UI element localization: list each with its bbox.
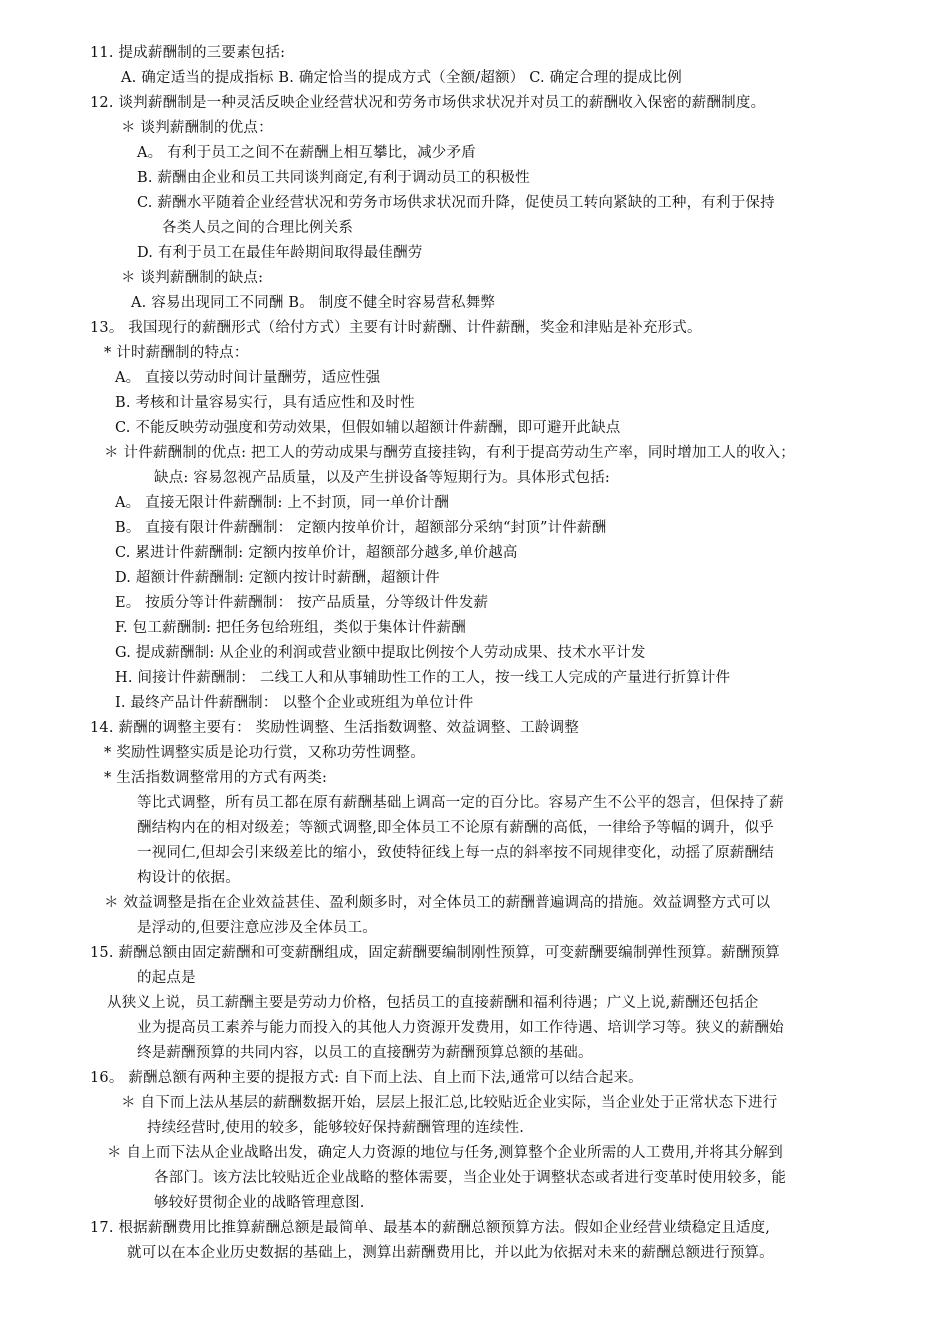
item-12-advantage-b: B. 薪酬由企业和员工共同谈判商定,有利于调动员工的积极性 (137, 170, 530, 186)
item-12-advantage-c: C. 薪酬水平随着企业经营状况和劳务市场供求状况而升降，促使员工转向紧缺的工种，有利于保持 (137, 195, 775, 211)
item-14-living-index-p1: 等比式调整，所有员工都在原有薪酬基础上调高一定的百分比。容易产生不公平的怨言，但保持了薪 (137, 795, 784, 811)
item-14-heading: 14. 薪酬的调整主要有： 奖励性调整、生活指数调整、效益调整、工龄调整 (90, 720, 579, 736)
item-13-piece-form-g: G. 提成薪酬制: 从企业的利润或营业额中提取比例按个人劳动成果、技术水平计发 (115, 645, 646, 661)
item-13-piece-form-e: E。 按质分等计件薪酬制： 按产品质量，分等级计件发薪 (115, 595, 489, 611)
item-16-top-down-cont-2: 够较好贯彻企业的战略管理意图. (154, 1195, 365, 1211)
item-14-benefit-adjustment-cont: 是浮动的,但要注意应涉及全体员工。 (137, 920, 378, 936)
item-14-living-index-p3: 一视同仁,但却会引来级差比的缩小，致使特征线上每一点的斜率按不同规律变化，动摇了原薪酬结 (137, 845, 774, 861)
item-13-piece-form-c: C. 累进计件薪酬制: 定额内按单价计，超额部分越多,单价越高 (115, 545, 518, 561)
item-13-piece-form-a: A。 直接无限计件薪酬制: 上不封顶，同一单价计酬 (115, 495, 450, 511)
item-13-piece-form-i: I. 最终产品计件薪酬制： 以整个企业或班组为单位计件 (115, 695, 474, 711)
item-15-p1: 从狭义上说，员工薪酬主要是劳动力价格，包括员工的直接薪酬和福利待遇；广义上说,薪酬还包括企 (107, 995, 759, 1011)
item-12-disadvantages-heading: ＊ 谈判薪酬制的缺点: (121, 270, 264, 286)
item-16-bottom-up: ＊ 自下而上法从基层的薪酬数据开始，层层上报汇总,比较贴近企业实际，当企业处于正常状态下进行 (121, 1095, 778, 1111)
item-12-advantage-d: D. 有利于员工在最佳年龄期间取得最佳酬劳 (137, 245, 423, 261)
item-15-heading-cont: 的起点是 (137, 970, 196, 986)
item-13-time-pay-b: B. 考核和计量容易实行，具有适应性和及时性 (115, 395, 415, 411)
item-17-heading: 17. 根据薪酬费用比推算薪酬总额是最简单、最基本的薪酬总额预算方法。假如企业经营业绩稳定且适度, (90, 1220, 771, 1236)
item-13-piece-form-b: B。 直接有限计件薪酬制： 定额内按单价计，超额部分采纳“封顶”计件薪酬 (115, 520, 607, 536)
item-16-heading: 16。 薪酬总额有两种主要的提报方式: 自下而上法、自上而下法,通常可以结合起来。 (90, 1070, 643, 1086)
item-11-heading: 11. 提成薪酬制的三要素包括: (90, 45, 286, 61)
item-17-cont: 就可以在本企业历史数据的基础上，测算出薪酬费用比，并以此为依据对未来的薪酬总额进行预算。 (127, 1245, 774, 1261)
item-13-piece-pay-disadvantages: 缺点: 容易忽视产品质量，以及产生拼设备等短期行为。具体形式包括: (154, 470, 610, 486)
item-13-piece-form-d: D. 超额计件薪酬制: 定额内按计时薪酬，超额计件 (115, 570, 440, 586)
item-13-piece-form-f: F. 包工薪酬制: 把任务包给班组，类似于集体计件薪酬 (115, 620, 466, 636)
item-16-bottom-up-cont: 持续经营时,使用的较多，能够较好保持薪酬管理的连续性. (147, 1120, 525, 1136)
item-12-advantages-heading: ＊ 谈判薪酬制的优点： (121, 120, 273, 136)
item-14-living-index-heading: * 生活指数调整常用的方式有两类: (104, 770, 328, 786)
item-13-piece-pay-advantages: ＊ 计件薪酬制的优点: 把工人的劳动成果与酬劳直接挂钩，有利于提高劳动生产率，同时增加工人的收入； (104, 445, 795, 461)
item-13-piece-form-h: H. 间接计件薪酬制： 二线工人和从事辅助性工作的工人，按一线工人完成的产量进行折算计件 (115, 670, 731, 686)
item-11-options: A. 确定适当的提成指标 B. 确定恰当的提成方式（全额/超额） C. 确定合理的提成比例 (121, 70, 682, 86)
item-16-top-down-cont: 各部门。该方法比较贴近企业战略的整体需要，当企业处于调整状态或者进行变革时使用较多，能 (154, 1170, 787, 1186)
item-16-top-down: ＊ 自上而下法从企业战略出发，确定人力资源的地位与任务,测算整个企业所需的人工费用,并将其分解到 (107, 1145, 783, 1161)
item-12-advantage-a: A。 有利于员工之间不在薪酬上相互攀比，减少矛盾 (137, 145, 476, 161)
item-14-benefit-adjustment: ＊ 效益调整是指在企业效益甚佳、盈利颇多时，对全体员工的薪酬普遍调高的措施。效益调整方式可以 (104, 895, 771, 911)
item-15-heading: 15. 薪酬总额由固定薪酬和可变薪酬组成，固定薪酬要编制刚性预算，可变薪酬要编制弹性预算。薪酬预算 (90, 945, 780, 961)
item-13-time-pay-heading: * 计时薪酬制的特点： (104, 345, 249, 361)
item-13-heading: 13。 我国现行的薪酬形式（给付方式）主要有计时薪酬、计件薪酬，奖金和津贴是补充形式。 (90, 320, 702, 336)
item-12-disadvantages: A. 容易出现同工不同酬 B。 制度不健全时容易营私舞弊 (131, 295, 496, 311)
item-12-heading: 12. 谈判薪酬制是一种灵活反映企业经营状况和劳务市场供求状况并对员工的薪酬收入保密的薪酬制度。 (90, 95, 766, 111)
item-15-p2: 业为提高员工素养与能力而投入的其他人力资源开发费用，如工作待遇、培训学习等。狭义的薪酬始 (137, 1020, 784, 1036)
item-14-living-index-p2: 酬结构内在的相对级差；等额式调整,即全体员工不论原有薪酬的高低，一律给予等幅的调升，似乎 (137, 820, 774, 836)
item-13-time-pay-a: A。 直接以劳动时间计量酬劳，适应性强 (115, 370, 381, 386)
item-15-p3: 终是薪酬预算的共同内容，以员工的直接酬劳为薪酬预算总额的基础。 (137, 1045, 593, 1061)
item-14-living-index-p4: 构设计的依据。 (137, 870, 240, 886)
item-13-time-pay-c: C. 不能反映劳动强度和劳动效果，但假如辅以超额计件薪酬，即可避开此缺点 (115, 420, 621, 436)
item-14-reward-adjustment: * 奖励性调整实质是论功行赏，又称功劳性调整。 (104, 745, 425, 761)
item-12-advantage-c-cont: 各类人员之间的合理比例关系 (162, 220, 354, 236)
